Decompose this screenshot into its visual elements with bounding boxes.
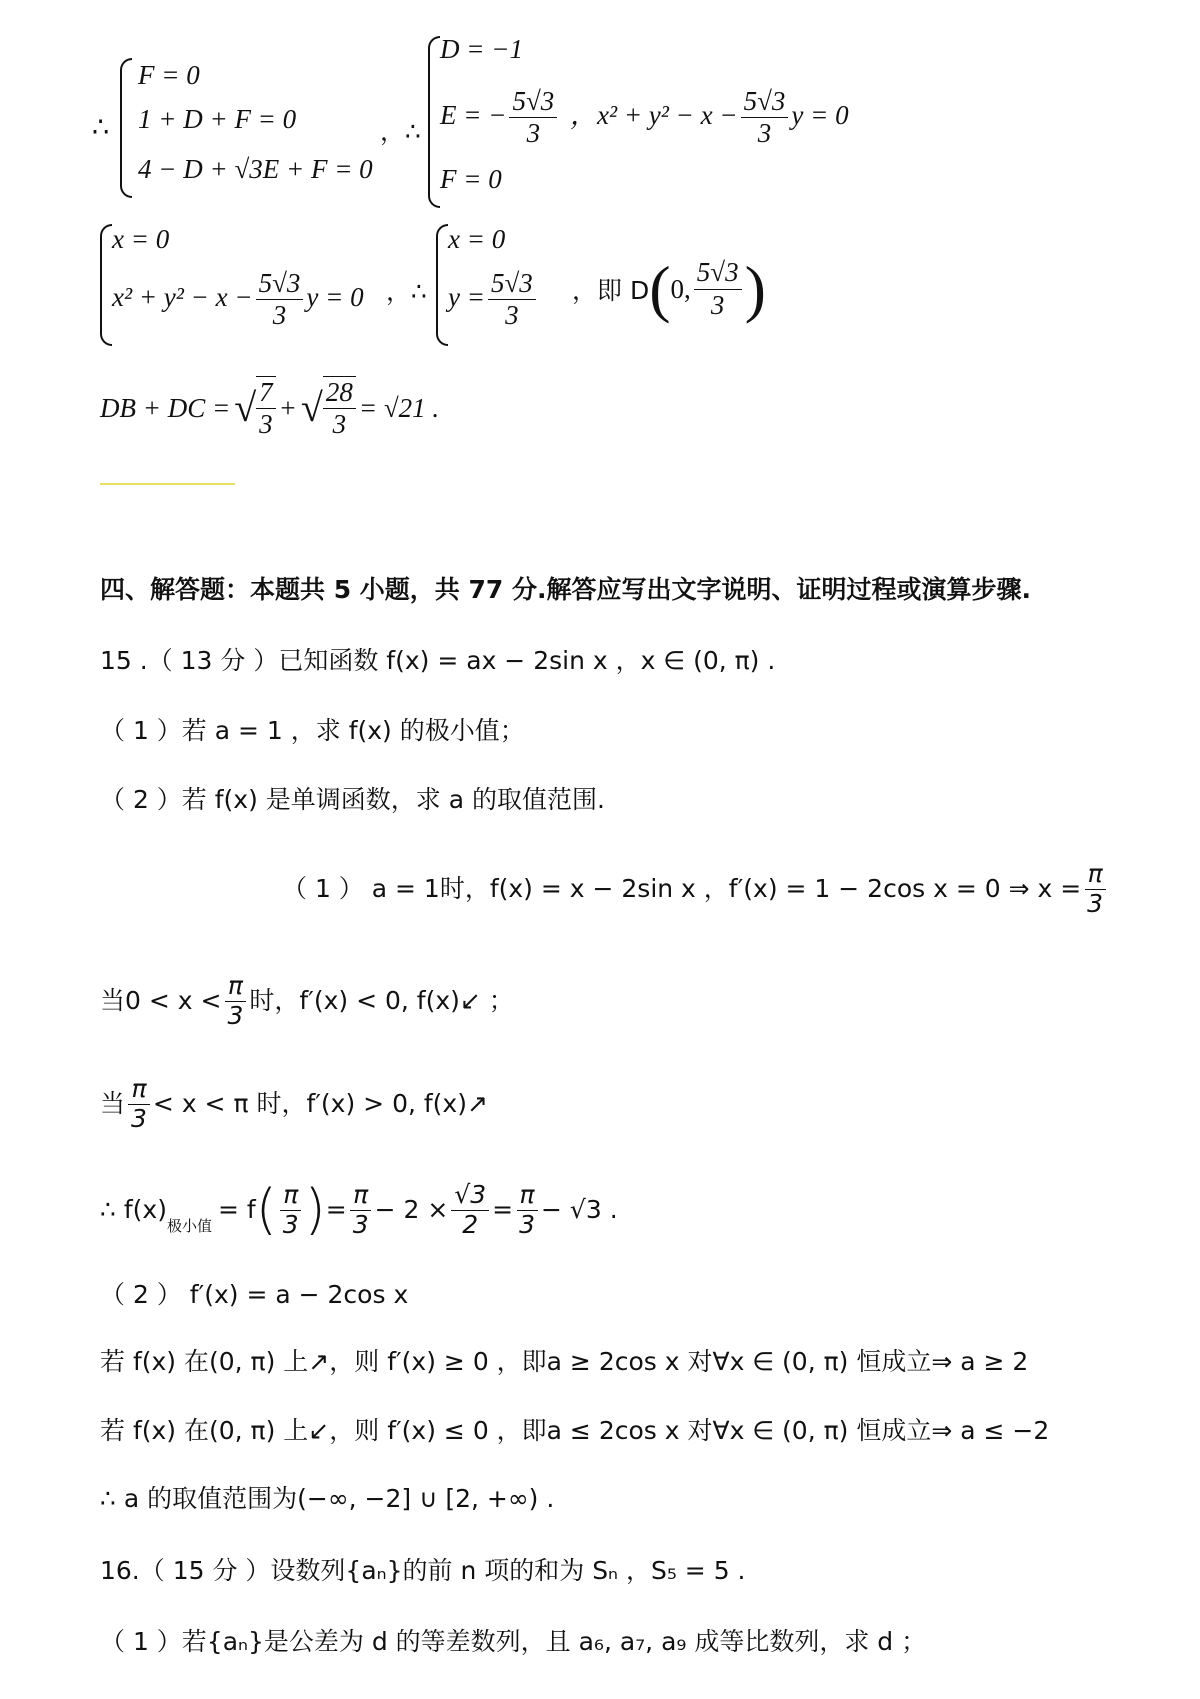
left-brace [436, 224, 448, 346]
system-4-row: x = 0 [448, 224, 506, 254]
fraction: $\frac{5√3}{3}$ [741, 86, 789, 149]
solution-step-4: ∴ f(x) 极小值 = f ( $\frac{\pi}{3}$ ) = $\frac{\pi}{3}$ − 2 × $\frac{√3}{2}$ = $\frac{\pi}{3}$ − √3 . [100, 1178, 618, 1241]
system-1-row: 1 + D + F = 0 [138, 104, 297, 134]
solution-step-6: 若 f(x) 在(0, π) 上↗，则 f′(x) ≥ 0 ，即a ≥ 2cos x 对∀x ∈ (0, π) 恒成立⇒ a ≥ 2 [100, 1347, 1029, 1376]
fraction: $\frac{28}{3}$ [323, 376, 356, 440]
fraction: $\frac{√3}{2}$ [451, 1181, 489, 1240]
system-3-row: x = 0 [112, 224, 170, 254]
equation-system-4 [448, 224, 578, 344]
left-brace [100, 224, 112, 346]
fraction: $\frac{\pi}{3}$ [1084, 860, 1106, 919]
highlight-mark [100, 483, 235, 485]
system-1-row: F = 0 [138, 60, 200, 90]
solution-conclusion: ∴ a 的取值范围为(−∞, −2] ∪ [2, +∞) . [100, 1484, 555, 1513]
fraction: $\frac{7}{3}$ [256, 376, 276, 440]
question-16-part-1: （ 1 ）若{aₙ}是公差为 d 的等差数列，且 a₆, a₇, a₉ 成等比数列，求 d ； [100, 1627, 927, 1656]
solution-step-3: 当 $\frac{\pi}{3}$ < x < π 时，f′(x) > 0, f(x)↗ [100, 1074, 488, 1133]
fraction: $\frac{\pi}{3}$ [350, 1181, 372, 1240]
circle-equation: ，x² + y² − x − $\frac{5√3}{3}$ y = 0 [570, 86, 849, 149]
fraction: $\frac{5√3}{3}$ [488, 268, 536, 331]
solution-step-5: （ 2 ） f′(x) = a − 2cos x [100, 1280, 409, 1309]
therefore-text: ∴ [92, 112, 110, 142]
system-3-row: x² + y² − x − $\frac{5√3}{3}$ y = 0 [112, 268, 364, 331]
system-2-row: E = − $\frac{5√3}{3}$ [440, 86, 560, 149]
equation-system-3 [112, 224, 402, 344]
fraction: $\frac{\pi}{3}$ [516, 1181, 538, 1240]
point-D: ，即 D ( 0, $\frac{5√3}{3}$ ) [572, 253, 766, 324]
document-page: ∴ F = 0 1 + D + F = 0 4 − D + √3E + F = 0 ，∴ D = −1 E = − $\frac{5√3}{3}$ F = 0 ，x² + y² − x − $\frac{5√3}{3}$ y = 0 x = 0 x² + y² − x − $\frac{5√3}{3}$ y = 0 ，∴ x = 0 y = $\frac{5√3}{3}$ ，即 D ( 0, $\frac{5√3}{3}$ ) DB + DC = √ $\frac{7}{3}$ + √ $\frac{28}{3}$ = √21 . 四、解答题：本题共 5 小题，共 77 分.解答应写出文字说明、证明过程或演算步骤. 15 .（ 13 分 ）已知函数 f(x) = ax − 2sin x ，x ∈ (0, π) . （ 1 ）若 a = 1 ，求 f(x) 的极小值； （ 2 ）若 f(x) 是单调函数，求 a 的取值范围. （ 1 ） a = 1时，f(x) = x − 2sin x ，f′(x) = 1 − 2cos x = 0 ⇒ x = $\frac{\pi}{3}$ 当0 < x < $\frac{\pi}{3}$ 时，f′(x) < 0, f(x)↙ ； 当 $\frac{\pi}{3}$ < x < π 时，f′(x) > 0, f(x)↗ ∴ f(x) 极小值 = f ( $\frac{\pi}{3}$ ) = $\frac{\pi}{3}$ − 2 × $\frac{√3}{2}$ = $\frac{\pi}{3}$ − √3 . （ 2 ） f′(x) = a − 2cos x 若 f(x) 在(0, π) 上↗，则 f′(x) ≥ 0 ，即a ≥ 2cos x 对∀x ∈ (0, π) 恒成立⇒ a ≥ 2 若 f(x) 在(0, π) 上↙，则 f′(x) ≤ 0 ，即a ≤ 2cos x 对∀x ∈ (0, π) 恒成立⇒ a ≤ −2 ∴ a 的取值范围为(−∞, −2] ∪ [2, +∞) . 16.（ 15 分 ）设数列{aₙ}的前 n 项的和为 Sₙ ，S₅ = 5 . （ 1 ）若{aₙ}是公差为 d 的等差数列，且 a₆, a₇, a₉ 成等比数列，求 d ； [0, 0, 1200, 1699]
fraction: $\frac{\pi}{3}$ [128, 1075, 150, 1134]
system-1-row: 4 − D + √3E + F = 0 [138, 154, 373, 184]
fraction: $\frac{\pi}{3}$ [224, 972, 246, 1031]
system-2-row: F = 0 [440, 164, 502, 194]
section-heading: 四、解答题：本题共 5 小题，共 77 分.解答应写出文字说明、证明过程或演算步骤. [100, 575, 1031, 604]
sum-equation: DB + DC = √ $\frac{7}{3}$ + √ $\frac{28}{3}$ = √21 . [100, 377, 440, 440]
question-15-stem: 15 .（ 13 分 ）已知函数 f(x) = ax − 2sin x ，x ∈ (0, π) . [100, 646, 776, 675]
question-15-part-2: （ 2 ）若 f(x) 是单调函数，求 a 的取值范围. [100, 785, 605, 814]
solution-step-7: 若 f(x) 在(0, π) 上↙，则 f′(x) ≤ 0 ，即a ≤ 2cos x 对∀x ∈ (0, π) 恒成立⇒ a ≤ −2 [100, 1416, 1050, 1445]
solution-step-1: （ 1 ） a = 1时，f(x) = x − 2sin x ，f′(x) = 1 − 2cos x = 0 ⇒ x = $\frac{\pi}{3}$ [282, 860, 1109, 919]
left-brace [428, 36, 440, 208]
question-15-part-1: （ 1 ）若 a = 1 ，求 f(x) 的极小值； [100, 716, 525, 745]
fraction: $\frac{5√3}{3}$ [509, 86, 557, 149]
left-brace [120, 58, 132, 198]
system-4-row: y = $\frac{5√3}{3}$ [448, 268, 539, 331]
fraction: $\frac{5√3}{3}$ [256, 268, 304, 331]
question-16-stem: 16.（ 15 分 ）设数列{aₙ}的前 n 项的和为 Sₙ ，S₅ = 5 . [100, 1556, 746, 1585]
fraction: $\frac{5√3}{3}$ [694, 257, 742, 320]
fraction: $\frac{\pi}{3}$ [280, 1181, 302, 1240]
solution-step-2: 当0 < x < $\frac{\pi}{3}$ 时，f′(x) < 0, f(x)↙ ； [100, 971, 514, 1030]
system-2-row: D = −1 [440, 34, 523, 64]
